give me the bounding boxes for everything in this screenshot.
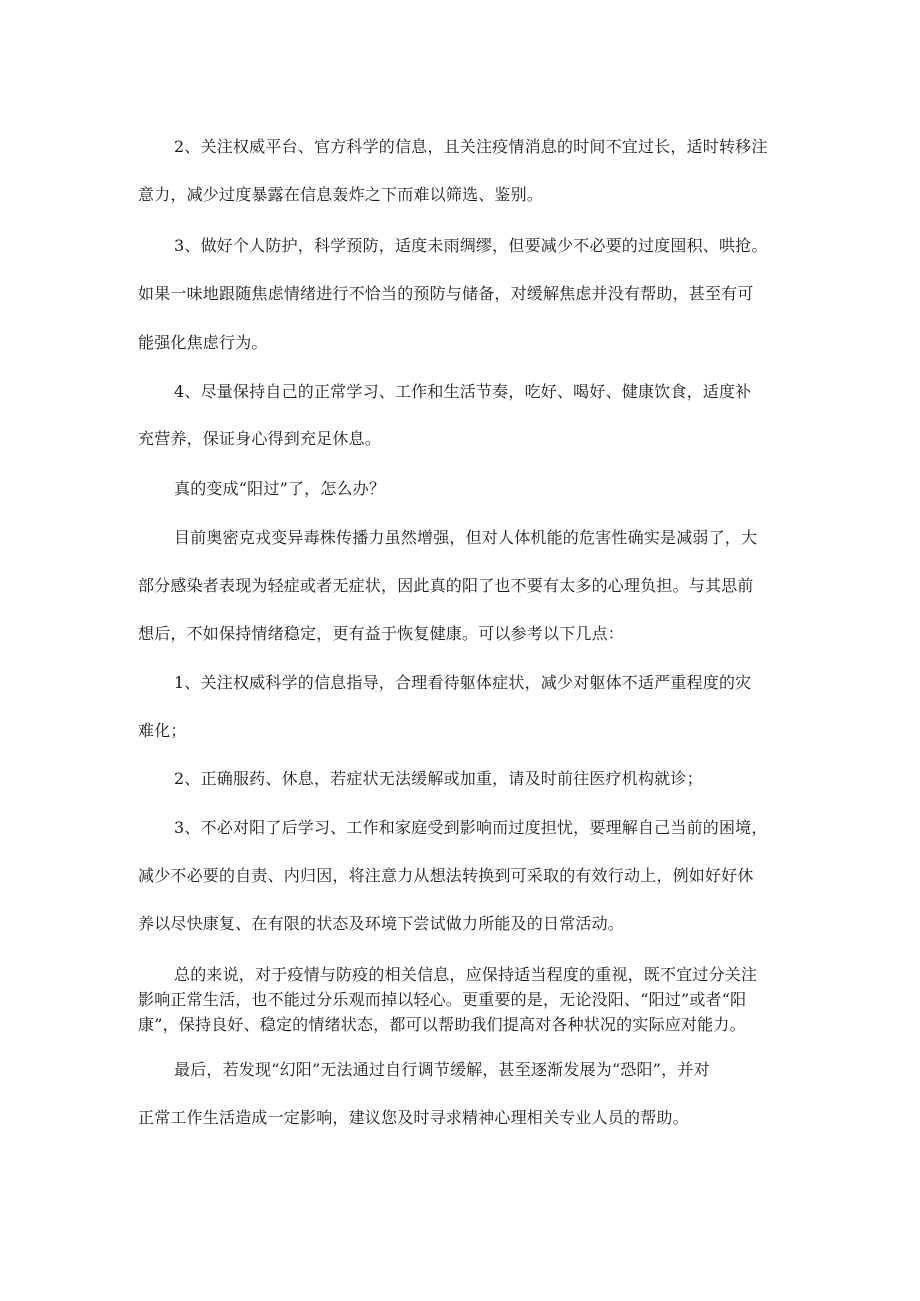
section-question: 真的变成“阳过”了，怎么办？ xyxy=(174,479,386,498)
paragraph-10-line-1: 最后，若发现“幻阳”无法通过自行调节缓解，甚至逐渐发展为“恐阳”，并对 xyxy=(174,1060,710,1079)
paragraph-8-line-3: 养以尽快康复、在有限的状态及环境下尝试做力所能及的日常活动。 xyxy=(138,914,625,933)
paragraph-8-line-1: 3、不必对阳了后学习、工作和家庭受到影响而过度担忧，要理解自己当前的困境， xyxy=(174,818,768,837)
paragraph-2-line-3: 能强化焦虑行为。 xyxy=(138,333,268,352)
paragraph-2-line-2: 如果一味地跟随焦虑情绪进行不恰当的预防与储备，对缓解焦虑并没有帮助，甚至有可 xyxy=(138,284,754,303)
paragraph-9-line-2: 影响正常生活，也不能过分乐观而掉以轻心。更重要的是，无论没阳、“阳过”或者“阳 xyxy=(138,990,747,1009)
paragraph-6-line-1: 1、关注权威科学的信息指导，合理看待躯体症状，减少对躯体不适严重程度的灾 xyxy=(174,673,752,692)
paragraph-5-line-3: 想后，不如保持情绪稳定，更有益于恢复健康。可以参考以下几点： xyxy=(138,624,625,643)
paragraph-1-line-2: 意力，减少过度暴露在信息轰炸之下而难以筛选、鉴别。 xyxy=(138,185,544,204)
paragraph-5-line-2: 部分感染者表现为轻症或者无症状，因此真的阳了也不要有太多的心理负担。与其思前 xyxy=(138,576,754,595)
paragraph-7-line-1: 2、正确服药、休息，若症状无法缓解或加重，请及时前往医疗机构就诊； xyxy=(174,769,703,788)
paragraph-1-line-1: 2、关注权威平台、官方科学的信息，且关注疫情消息的时间不宜过长，适时转移注 xyxy=(174,137,768,156)
paragraph-9-line-3: 康”，保持良好、稳定的情绪状态，都可以帮助我们提高对各种状况的实际应对能力。 xyxy=(138,1015,746,1034)
paragraph-9-line-1: 总的来说，对于疫情与防疫的相关信息，应保持适当程度的重视，既不宜过分关注 xyxy=(174,965,758,984)
paragraph-5-line-1: 目前奥密克戎变异毒株传播力虽然增强，但对人体机能的危害性确实是减弱了，大 xyxy=(174,528,758,547)
paragraph-2-line-1: 3、做好个人防护，科学预防，适度未雨绸缪，但要减少不必要的过度囤积、哄抢。 xyxy=(174,236,768,255)
paragraph-10-line-2: 正常工作生活造成一定影响，建议您及时寻求精神心理相关专业人员的帮助。 xyxy=(138,1108,689,1127)
paragraph-3-line-2: 充营养，保证身心得到充足休息。 xyxy=(138,429,382,448)
paragraph-6-line-2: 难化； xyxy=(138,721,187,740)
paragraph-8-line-2: 减少不必要的自责、内归因，将注意力从想法转换到可采取的有效行动上，例如好好休 xyxy=(138,866,754,885)
paragraph-3-line-1: 4、尽量保持自己的正常学习、工作和生活节奏，吃好、喝好、健康饮食，适度补 xyxy=(174,382,752,401)
